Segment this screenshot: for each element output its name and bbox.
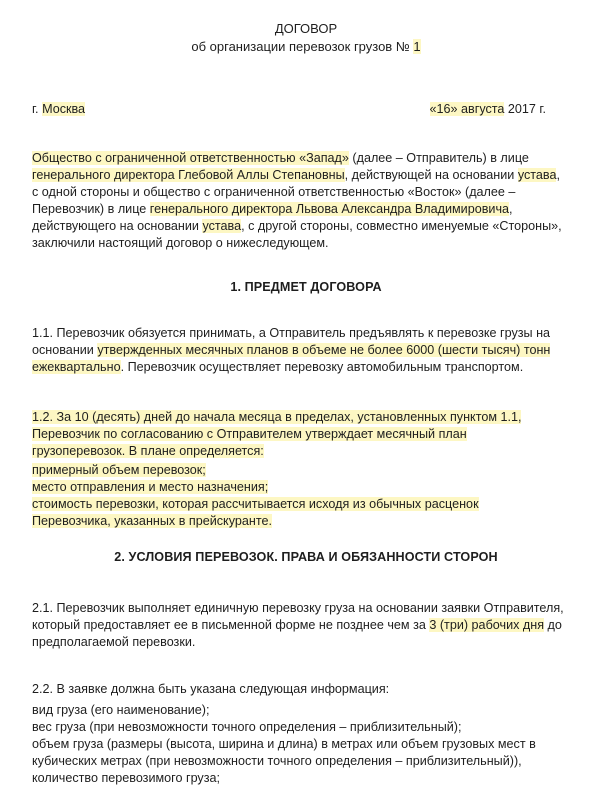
list-item: количество перевозимого груза; bbox=[32, 771, 221, 785]
contract-date bbox=[430, 102, 546, 116]
preamble-text: (далее – Отправитель) в лице bbox=[348, 151, 529, 165]
clause-2-1 bbox=[32, 600, 592, 651]
clause-1-2 bbox=[32, 409, 592, 460]
preamble-paragraph bbox=[32, 150, 592, 252]
document-subtitle bbox=[0, 39, 612, 54]
clause-text: 2.2. В заявке должна быть указана следующая информация: bbox=[32, 682, 390, 696]
preamble-text: , bbox=[556, 168, 560, 182]
clause-text: который предоставляет ее в письменной форме не позднее чем за bbox=[32, 618, 430, 632]
section-1-heading: 1. ПРЕДМЕТ ДОГОВОРА bbox=[230, 280, 382, 294]
carrier-company: с одной стороны и общество с ограниченной ответственностью «Восток» bbox=[32, 185, 462, 199]
contract-city bbox=[32, 102, 85, 116]
list-item: вид груза (его наименование); bbox=[32, 703, 210, 717]
volume-period: ежеквартально bbox=[32, 360, 121, 374]
carrier-basis: устава bbox=[202, 219, 242, 233]
list-item: вес груза (при невозможности точного определения – приблизительный); bbox=[32, 720, 462, 734]
preamble-text: (далее – bbox=[461, 185, 516, 199]
list-item: Перевозчика, указанных в прейскуранте. bbox=[32, 514, 272, 528]
preamble-text: Перевозчик) в лице bbox=[32, 202, 150, 216]
clause-text: до bbox=[544, 618, 562, 632]
city-name: Москва bbox=[42, 102, 86, 116]
preamble-closing: заключили настоящий договор о нижеследующем. bbox=[32, 236, 329, 250]
preamble-text: , bbox=[509, 202, 513, 216]
clause-text: . Перевозчик осуществляет перевозку автомобильным транспортом. bbox=[120, 360, 524, 374]
list-item: примерный объем перевозок; bbox=[32, 463, 206, 477]
clause-text: основании bbox=[32, 343, 98, 357]
clause-1-1 bbox=[32, 325, 592, 376]
request-deadline: 3 (три) рабочих дня bbox=[429, 618, 545, 632]
date-year: 2017 г. bbox=[504, 102, 546, 116]
clause-text: предполагаемой перевозки. bbox=[32, 635, 196, 649]
sender-director: генерального директора Глебовой Аллы Степановны bbox=[32, 168, 345, 182]
section-2-heading: 2. УСЛОВИЯ ПЕРЕВОЗОК. ПРАВА И ОБЯЗАННОСТИ СТОРОН bbox=[114, 550, 498, 564]
list-item: место отправления и место назначения; bbox=[32, 480, 269, 494]
request-info-list bbox=[32, 702, 592, 787]
document-title: ДОГОВОР bbox=[274, 21, 338, 36]
preamble-text: действующего на основании bbox=[32, 219, 203, 233]
subtitle-text: об организации перевозок грузов № bbox=[191, 39, 414, 54]
clause-text: 1.2. За 10 (десять) дней до начала месяца в пределах, установленных пунктом 1.1, bbox=[32, 410, 522, 424]
clause-text: Перевозчик по согласованию с Отправителем утверждает месячный план bbox=[32, 427, 467, 441]
carrier-director: генерального директора Львова Александра Владимировича bbox=[149, 202, 510, 216]
clause-text: 2.1. Перевозчик выполняет единичную перевозку груза на основании заявки Отправителя, bbox=[32, 601, 564, 615]
plan-contents-list bbox=[32, 462, 592, 530]
clause-text: 1.1. Перевозчик обязуется принимать, а Отправитель предъявлять к перевозке грузы на bbox=[32, 326, 551, 340]
clause-text: грузоперевозок. В плане определяется: bbox=[32, 444, 264, 458]
list-item: объем груза (размеры (высота, ширина и длина) в метрах или объем грузовых мест в bbox=[32, 737, 536, 751]
preamble-text: , с другой стороны, совместно именуемые «Стороны», bbox=[241, 219, 562, 233]
clause-2-2 bbox=[32, 681, 592, 698]
list-item: кубических метрах (при невозможности точного определения – приблизительный)), bbox=[32, 754, 522, 768]
sender-basis: устава bbox=[517, 168, 557, 182]
contract-number: 1 bbox=[413, 39, 421, 54]
date-day-month: «16» августа bbox=[429, 102, 505, 116]
city-prefix: г. bbox=[32, 102, 43, 116]
volume-plan: утвержденных месячных планов в объеме не более 6000 (шести тысяч) тонн bbox=[97, 343, 551, 357]
preamble-text: , действующей на основании bbox=[344, 168, 518, 182]
sender-company: Общество с ограниченной ответственностью «Запад» bbox=[32, 151, 349, 165]
list-item: стоимость перевозки, которая рассчитывается исходя из обычных расценок bbox=[32, 497, 479, 511]
